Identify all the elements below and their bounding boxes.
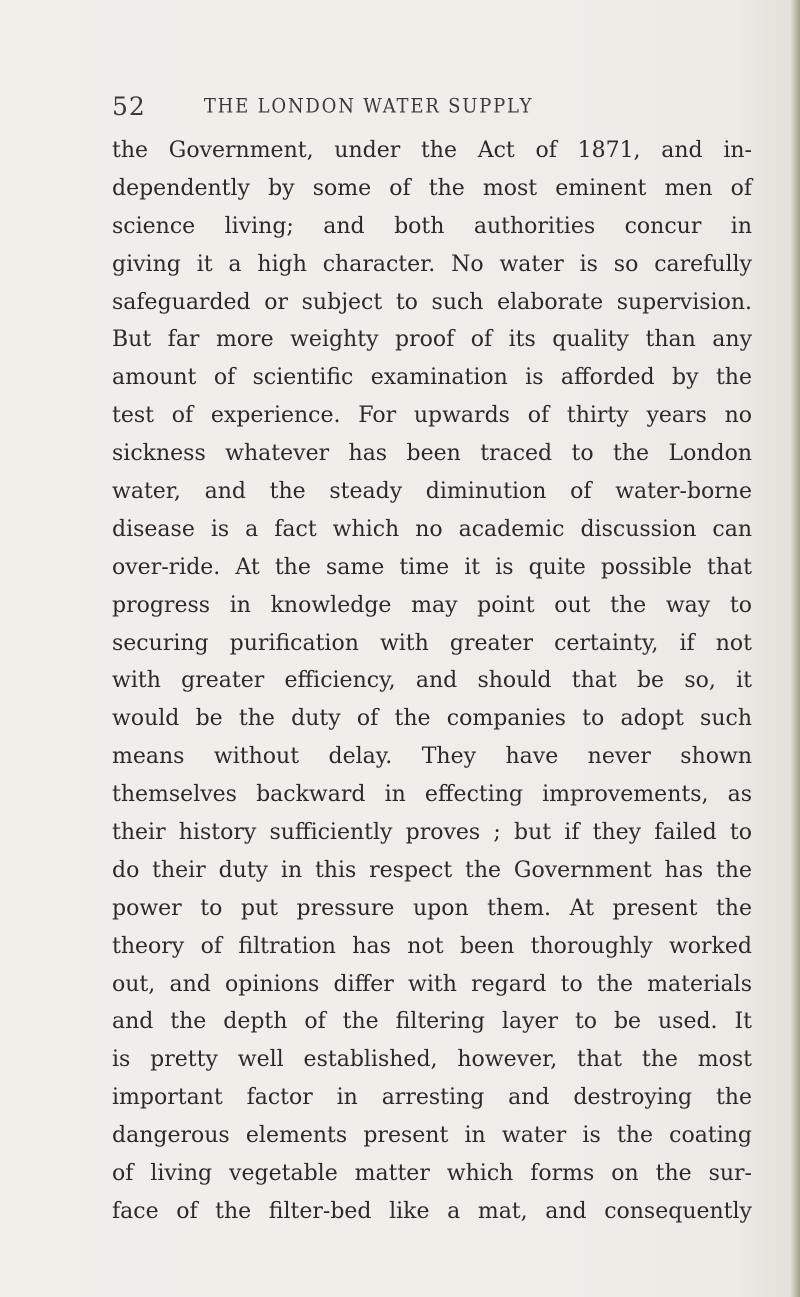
text-line: giving it a high character. No water is so carefully: [112, 251, 752, 277]
text-line: is pretty well established, however, that the most: [112, 1047, 752, 1073]
text-line: dependently by some of the most eminent men of: [112, 175, 752, 201]
text-line: safeguarded or subject to such elaborate supervision.: [112, 289, 752, 315]
text-line: of living vegetable matter which forms on the sur-: [112, 1161, 752, 1187]
text-line: But far more weighty proof of its quality than any: [112, 327, 752, 353]
body-paragraph: [112, 132, 752, 1231]
running-title: THE LONDON WATER SUPPLY: [203, 94, 534, 118]
text-line: power to put pressure upon them. At present the: [112, 895, 752, 921]
text-line: sickness whatever has been traced to the London: [112, 441, 752, 467]
text-line: their history sufficiently proves ; but if they failed to: [112, 820, 752, 846]
text-line: do their duty in this respect the Government has the: [112, 857, 752, 883]
text-line: science living; and both authorities concur in: [112, 213, 752, 239]
text-line: themselves backward in effecting improvements, as: [112, 782, 752, 808]
text-line: test of experience. For upwards of thirty years no: [112, 403, 752, 429]
text-line: dangerous elements present in water is the coating: [112, 1123, 752, 1149]
text-line: amount of scientific examination is afforded by the: [112, 365, 752, 391]
text-line: important factor in arresting and destroying the: [112, 1085, 752, 1111]
text-line: progress in knowledge may point out the way to: [112, 592, 752, 618]
page-number: 52: [112, 91, 146, 121]
text-line: securing purification with greater certainty, if not: [112, 630, 752, 656]
text-line: would be the duty of the companies to adopt such: [112, 706, 752, 732]
text-line: water, and the steady diminution of water-borne: [112, 479, 752, 505]
text-line: face of the filter-bed like a mat, and consequently: [112, 1198, 752, 1224]
text-line: over-ride. At the same time it is quite possible that: [112, 554, 752, 580]
text-line: theory of filtration has not been thoroughly worked: [112, 933, 752, 959]
page-edge-shadow: [790, 0, 800, 1297]
text-line: and the depth of the filtering layer to be used. It: [112, 1009, 752, 1035]
text-line: the Government, under the Act of 1871, and in-: [112, 138, 752, 163]
page-header: [112, 86, 712, 126]
text-line: means without delay. They have never shown: [112, 744, 752, 770]
text-line: out, and opinions differ with regard to the materials: [112, 971, 752, 997]
text-line: with greater efficiency, and should that be so, it: [112, 668, 752, 694]
text-line: disease is a fact which no academic discussion can: [112, 516, 752, 542]
